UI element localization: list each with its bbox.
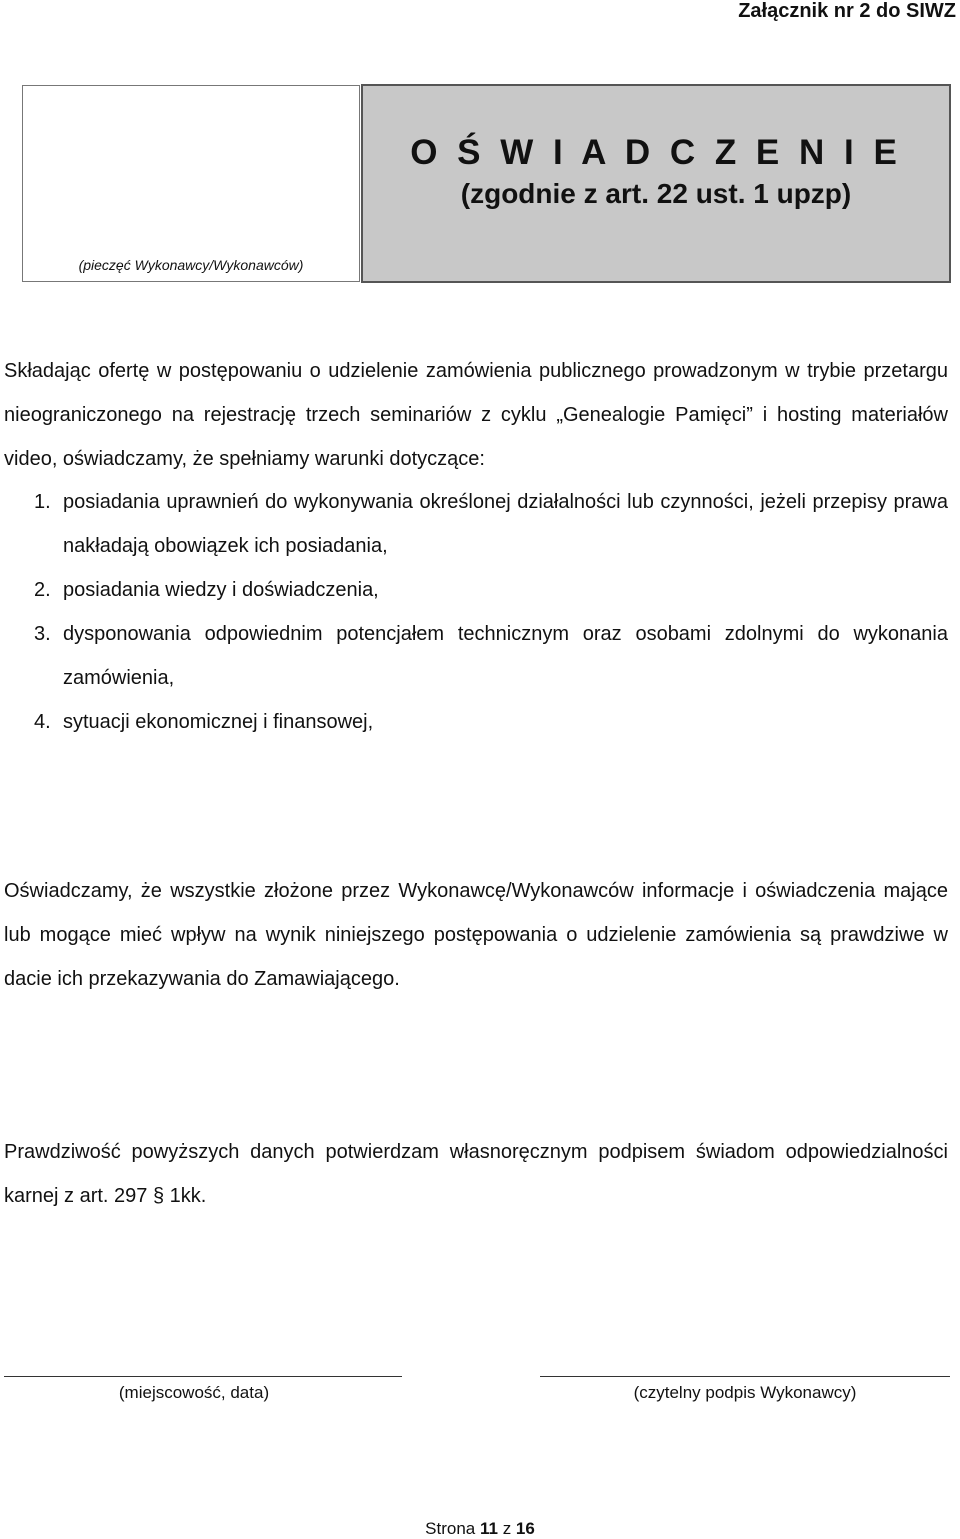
annex-label: Załącznik nr 2 do SIWZ (738, 0, 956, 22)
stamp-box (22, 85, 360, 282)
condition-text: dysponowania odpowiednim potencjałem technicznym oraz osobami zdolnymi do wykonania zamówienia, (63, 623, 948, 689)
footer-prefix: Strona (425, 1519, 476, 1538)
footer-page-number: 11 (479, 1519, 498, 1538)
condition-text: sytuacji ekonomicznej i finansowej, (63, 711, 374, 733)
page-footer (0, 1519, 960, 1539)
conditions-list (34, 480, 948, 744)
condition-item (34, 480, 948, 568)
footer-separator: z (502, 1519, 512, 1538)
document-subtitle: (zgodnie z art. 22 ust. 1 upzp) (460, 178, 852, 209)
intro-paragraph: Składając ofertę w postępowaniu o udzielenie zamówienia publicznego prowadzonym w trybie przetargu nieograniczonego na rejestrację trzech seminariów z cyklu „Genealogie Pamięci” i hosting materiałów video, oświadczamy, że spełniamy warunki dotyczące: (4, 360, 948, 470)
condition-item (34, 700, 948, 744)
signature-label: (czytelny podpis Wykonawcy) (633, 1383, 857, 1402)
condition-text: posiadania wiedzy i doświadczenia, (63, 579, 379, 601)
place-date-line (4, 1376, 402, 1377)
condition-number: 4. (34, 711, 51, 733)
footer-page-total: 16 (515, 1519, 535, 1538)
confirmation-paragraph: Prawdziwość powyższych danych potwierdzam własnoręcznym podpisem świadom odpowiedzialności karnej z art. 297 § 1kk. (4, 1141, 948, 1207)
place-date-label: (miejscowość, data) (118, 1383, 270, 1402)
condition-text: posiadania uprawnień do wykonywania określonej działalności lub czynności, jeżeli przepisy prawa nakładają obowiązek ich posiadania, (63, 491, 948, 557)
condition-item (34, 568, 948, 612)
stamp-label: (pieczęć Wykonawcy/Wykonawców) (78, 257, 304, 273)
condition-number: 1. (34, 491, 51, 513)
condition-number: 3. (34, 623, 51, 645)
declaration-paragraph: Oświadczamy, że wszystkie złożone przez Wykonawcę/Wykonawców informacje i oświadczenia mające lub mogące mieć wpływ na wynik niniejszego postępowania o udzielenie zamówienia są prawdziwe w dacie ich przekazywania do Zamawiającego. (4, 880, 948, 990)
signature-line (540, 1376, 950, 1377)
document-title: O Ś W I A D C Z E N I E (410, 133, 902, 172)
condition-item (34, 612, 948, 700)
condition-number: 2. (34, 579, 51, 601)
